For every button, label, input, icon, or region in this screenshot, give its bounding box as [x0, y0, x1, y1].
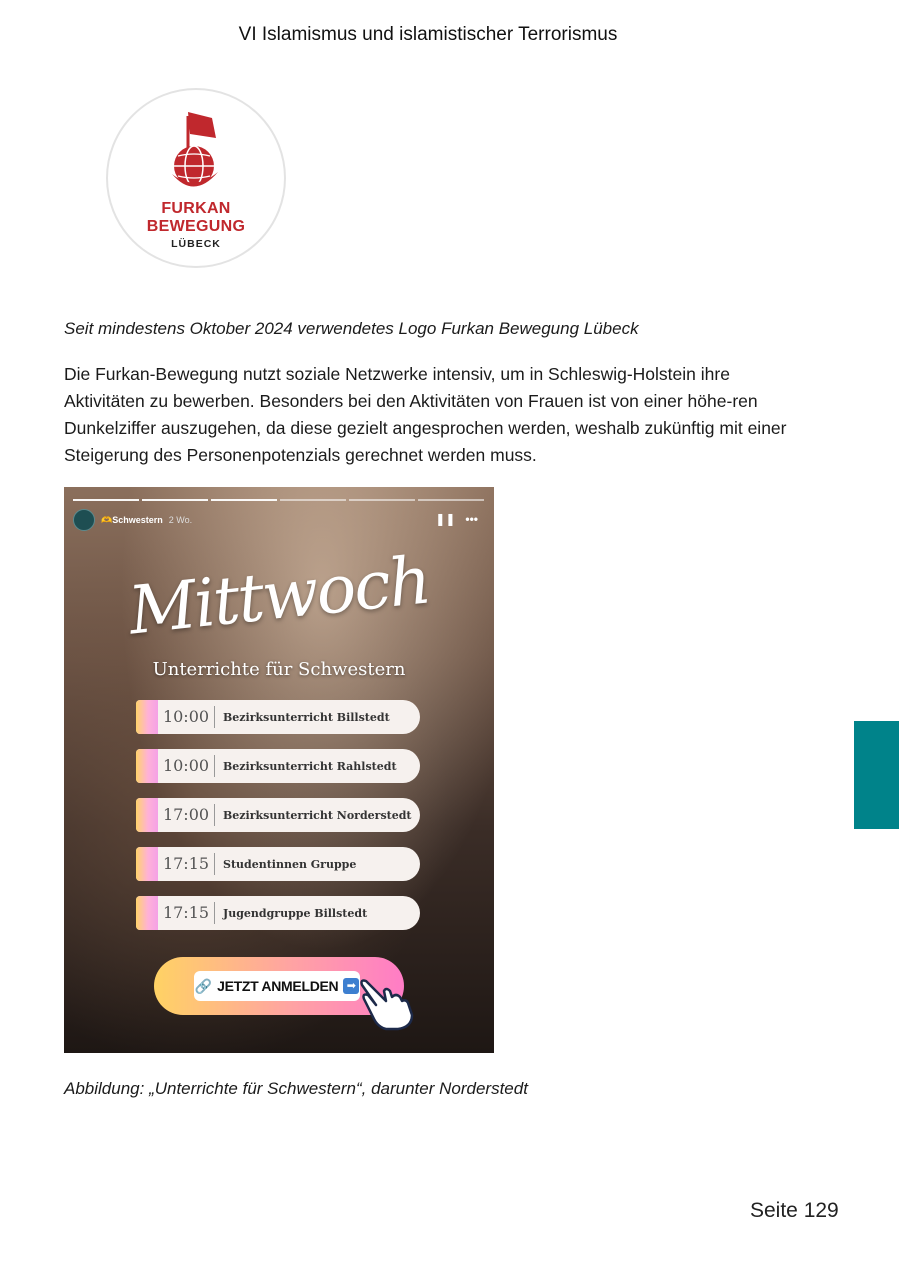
schedule-row	[136, 700, 420, 734]
schedule-label: Bezirksunterricht Rahlstedt	[223, 759, 397, 773]
page-header: VI Islamismus und islamistischer Terrorismus	[238, 24, 618, 45]
arrow-right-icon: ➡	[343, 978, 359, 994]
schedule-row	[136, 896, 420, 930]
story-progress-bar	[73, 499, 484, 501]
register-label: JETZT ANMELDEN	[217, 978, 339, 994]
story-controls	[435, 512, 478, 526]
avatar	[73, 509, 95, 531]
pointing-hand-icon	[356, 975, 416, 1031]
story-subheadline: Unterrichte für Schwestern	[152, 659, 406, 680]
schedule-time: 17:15	[158, 902, 215, 924]
schedule-row	[136, 847, 420, 881]
logo-text-bewegung: BEWEGUNG	[146, 218, 246, 235]
logo-caption: Seit mindestens Oktober 2024 verwendetes Logo Furkan Bewegung Lübeck	[64, 319, 639, 338]
logo-text-city: LÜBECK	[171, 238, 221, 250]
figure-caption: Abbildung: „Unterrichte für Schwestern“, darunter Norderstedt	[64, 1079, 528, 1098]
page-number: Seite 129	[750, 1199, 839, 1222]
schedule-time: 17:15	[158, 853, 215, 875]
social-story-image	[64, 487, 494, 1053]
more-icon: •••	[465, 512, 478, 526]
story-headline: Mittwoch	[125, 541, 433, 650]
logo-text-furkan: FURKAN	[161, 200, 231, 217]
body-paragraph: Die Furkan-Bewegung nutzt soziale Netzwerke intensiv, um in Schleswig-Holstein ihre Aktivitäten zu bewerben. Besonders bei den Aktivitäten von Frauen ist von einer höhe-ren Dunkelziffer auszugehen, da diese gezielt angesprochen werden, weshalb zukünftig mit einer Steigerung des Personenpotenzials gerechnet werden muss.	[64, 364, 787, 465]
story-age: 2 Wo.	[168, 515, 193, 525]
story-account-bar	[73, 509, 192, 531]
schedule-time: 17:00	[158, 804, 215, 826]
schedule-time: 10:00	[158, 755, 215, 777]
globe-flag-icon	[166, 108, 230, 192]
chapter-tab-marker	[854, 721, 899, 829]
schedule-time: 10:00	[158, 706, 215, 728]
schedule-row	[136, 749, 420, 783]
register-link	[194, 971, 360, 1001]
schedule-label: Jugendgruppe Billstedt	[223, 906, 368, 920]
schedule-label: Bezirksunterricht Billstedt	[223, 710, 390, 724]
pause-icon: ❚❚	[435, 512, 456, 526]
link-icon: 🔗	[194, 977, 213, 994]
schedule-row	[136, 798, 420, 832]
schedule-label: Bezirksunterricht Norderstedt	[223, 808, 412, 822]
schedule-label: Studentinnen Gruppe	[223, 857, 357, 871]
furkan-logo	[106, 88, 286, 268]
story-account-name: 🫶Schwestern	[101, 514, 163, 525]
